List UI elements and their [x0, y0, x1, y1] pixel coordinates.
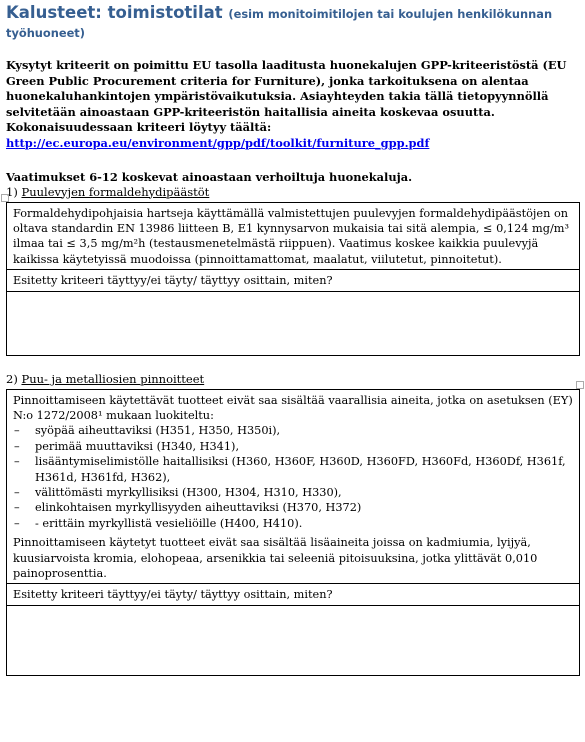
- list-item: – lisääntymiselimistölle haitallisiksi (H360, H360F, H360D, H360FD, H360Fd, H360Df, H361f, H361d, H361fd, H362),: [13, 454, 573, 485]
- section-2-list: [13, 423, 573, 531]
- document-page: [6, 0, 580, 676]
- section-2-criteria: [7, 390, 579, 584]
- table-resize-handle[interactable]: [576, 381, 584, 389]
- section-2-heading: [6, 372, 580, 387]
- section-1-table: [6, 202, 580, 356]
- list-item: – syöpää aiheuttaviksi (H351, H350, H350i),: [13, 423, 573, 438]
- table-move-handle[interactable]: [1, 194, 9, 202]
- section-1-title: Puulevyjen formaldehydipäästöt: [21, 184, 210, 199]
- title-subtitle: (esim monitoimitilojen tai koulujen henkilökunnan työhuoneet): [6, 7, 553, 40]
- section-2-intro: Pinnoittamiseen käytettävät tuotteet eivät saa sisältää vaarallisia aineita, jotka on asetuksen (EY) N:o 1272/2008¹ mukaan luokiteltu:: [13, 393, 573, 422]
- intro-paragraph: [6, 58, 580, 152]
- intro-text: Kysytyt kriteerit on poimittu EU tasolla laaditusta huonekalujen GPP-kriteeristöstä (EU Green Public Procurement criteria for Furniture), jonka tarkoituksena on alentaa huonekaluhankintojen ympäristövaikutuksia. Asiayhteyden takia tällä tietopyynnöllä selvitetään ainoastaan GPP-kriteeristön haitallisia aineita koskevaa osuutta. Kokonaisuudessaan kriteeri löytyy täältä:: [6, 58, 567, 135]
- section-1-answer-prompt: Esitetty kriteeri täyttyy/ei täyty/ täyttyy osittain, miten?: [7, 269, 579, 290]
- list-item: – perimää muuttaviksi (H340, H341),: [13, 439, 573, 454]
- section-2-answer-prompt: Esitetty kriteeri täyttyy/ei täyty/ täyttyy osittain, miten?: [7, 583, 579, 604]
- section-1-heading: [6, 185, 580, 200]
- criteria-link[interactable]: http://ec.europa.eu/environment/gpp/pdf/toolkit/furniture_gpp.pdf: [6, 135, 430, 150]
- list-item: – - erittäin myrkyllistä vesieliöille (H400, H410).: [13, 516, 573, 531]
- section-2-title: Puu- ja metalliosien pinnoitteet: [21, 371, 205, 386]
- list-item: – elinkohtaisen myrkyllisyyden aiheuttaviksi (H370, H372): [13, 500, 573, 515]
- section-1-criteria: Formaldehydipohjaisia hartseja käyttämällä valmistettujen puulevyjen formaldehydipäästöjen on oltava standardin EN 13986 liitteen B, E1 kynnysarvon mukaisia tai sitä alempia, ≤ 0,124 mg/m³ ilmaa tai ≤ 3,5 mg/m²h (testausmenetelmästä riippuen). Vaatimus koskee kaikkia puulevyjä kaikissa käytetyissä muodoissa (pinnoittamattomat, maalatut, viilutetut, pinnoitetut).: [13, 206, 570, 266]
- section-2-answer-field[interactable]: [7, 605, 579, 675]
- page-title: [6, 4, 580, 42]
- list-item: – välittömästi myrkyllisiksi (H300, H304, H310, H330),: [13, 485, 573, 500]
- section-2-number: 2): [6, 371, 18, 386]
- section-2-table: [6, 389, 580, 676]
- section-2-extra: Pinnoittamiseen käytetyt tuotteet eivät saa sisältää lisäaineita joissa on kadmiumia, lyijyä, kuusiarvoista kromia, elohopeaa, arsenikkia tai seleeniä pitoisuuksina, jotka ylittävät 0,010 painoprosenttia.: [13, 536, 538, 581]
- title-main: Kalusteet: toimistotilat: [6, 3, 229, 22]
- section-1-answer-field[interactable]: [7, 291, 579, 355]
- requirements-note: Vaatimukset 6-12 koskevat ainoastaan verhoiltuja huonekaluja.: [6, 169, 413, 184]
- section-1-number: 1): [6, 184, 18, 199]
